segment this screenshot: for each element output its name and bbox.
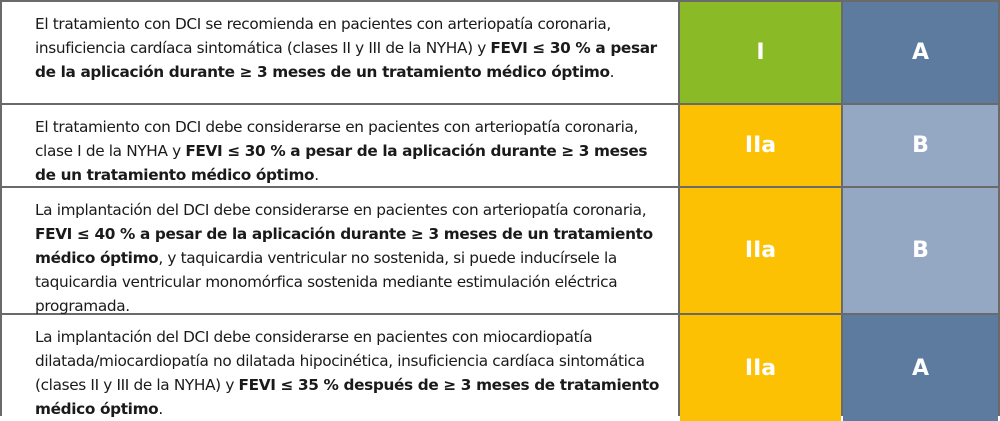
text-bold: FEVI ≤ 30 % a pesar de la aplicación durante ≥ 3 meses de un tratamiento médico óptimo [35,39,657,81]
text-regular: . [609,63,615,81]
class-label: IIa [744,355,777,381]
class-label: I [756,40,765,65]
text-regular: El tratamiento con DCI se recomienda en pacientes con arteriopatía coronaria, insuficiencia cardíaca sintomática (clases II y III de la NYHA) y [35,15,611,57]
level-badge-3 [843,188,998,313]
class-badge-4 [680,315,841,421]
level-label: B [912,238,929,263]
text-regular: . [314,166,319,184]
text-regular: El tratamiento con DCI debe considerarse en pacientes con arteriopatía coronaria, clase I de la NYHA y [35,118,639,160]
text-bold: FEVI ≤ 40 % a pesar de la aplicación durante ≥ 3 meses de un tratamiento médico óptimo [35,225,653,267]
level-label: A [911,40,930,65]
level-badge-4 [843,315,998,421]
text-regular: La implantación del DCI debe considerarse en pacientes con arteriopatía coronaria, [35,201,647,219]
class-label: IIa [744,238,777,263]
text-regular: La implantación del DCI debe considerarse en pacientes con miocardiopatía dilatada/miocardiopatía no dilatada hipocinética, insuficiencia cardíaca sintomática (clases II y III de la NYHA) y [35,328,645,394]
class-badge-1 [680,2,841,103]
text-regular: , y taquicardia ventricular no sostenida, si puede inducírsele la taquicardia ventricular monomórfica sostenida mediante estimulación eléctrica programada. [35,249,618,315]
text-bold: FEVI ≤ 30 % a pesar de la aplicación durante ≥ 3 meses de un tratamiento médico óptimo [35,142,648,184]
recommendation-text-3 [2,188,678,313]
recommendation-text-2 [2,105,678,186]
level-label: A [911,355,930,381]
recommendation-text-4 [2,315,678,421]
class-label: IIa [744,133,777,158]
text-bold: FEVI ≤ 35 % después de ≥ 3 meses de tratamiento médico óptimo [35,376,660,418]
text-regular: . [158,400,163,418]
class-badge-2 [680,105,841,186]
class-badge-3 [680,188,841,313]
level-badge-1 [843,2,998,103]
level-badge-2 [843,105,998,186]
level-label: B [912,133,929,158]
recommendation-text-1 [2,2,678,103]
